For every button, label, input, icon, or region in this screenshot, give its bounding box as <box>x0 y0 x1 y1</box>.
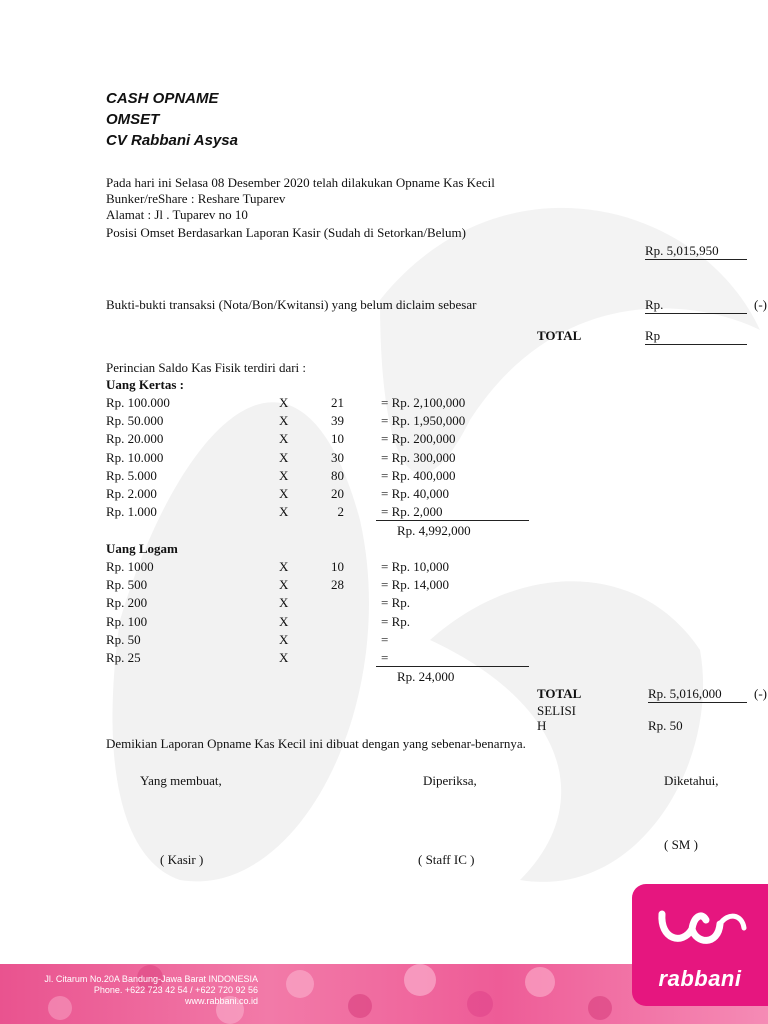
logam-row-multiply-sign: X <box>279 559 289 574</box>
selisih-label-2: H <box>537 718 547 733</box>
kertas-subtotal-line <box>376 520 529 521</box>
kertas-row-quantity: 10 <box>331 431 344 447</box>
footer-contact <box>8 974 258 1007</box>
kertas-row-result: = Rp. 2,100,000 <box>381 395 466 410</box>
kertas-row-multiply-sign: X <box>279 467 289 483</box>
bukti-label: Bukti-bukti transaksi (Nota/Bon/Kwitansi) yang belum diclaim sebesar <box>106 297 477 312</box>
logam-row-multiply-sign: X <box>279 613 289 629</box>
logam-row-result: = Rp. <box>381 613 411 629</box>
logam-row-result: = Rp. <box>381 595 411 611</box>
logam-row-multiply-sign: X <box>279 577 289 593</box>
logam-row-quantity: 28 <box>331 577 344 593</box>
signature-2-name: ( Staff IC ) <box>418 852 475 867</box>
intro-line-4: Posisi Omset Berdasarkan Laporan Kasir (Sudah di Setorkan/Belum) <box>106 225 466 240</box>
logam-row-denomination: Rp. 200 <box>106 595 148 611</box>
company-name: CV Rabbani Asysa <box>106 132 238 149</box>
selisih-value: Rp. 50 <box>648 718 683 733</box>
logam-row-result: = Rp. 14,000 <box>381 577 450 593</box>
logam-row-denomination: Rp. 1000 <box>106 559 154 574</box>
kertas-row-multiply-sign: X <box>279 486 289 501</box>
footer-phone: Phone. +622 723 42 54 / +622 720 92 56 <box>93 985 258 995</box>
uang-kertas-title: Uang Kertas : <box>106 377 184 392</box>
kertas-row-quantity: 30 <box>331 449 344 465</box>
signature-1-label: Yang membuat, <box>140 773 222 788</box>
kertas-row-quantity: 21 <box>331 395 344 410</box>
kertas-row-denomination: Rp. 20.000 <box>106 431 164 447</box>
kertas-row-multiply-sign: X <box>279 504 289 520</box>
logam-row-result: = Rp. 10,000 <box>381 559 450 574</box>
logam-row-denomination: Rp. 25 <box>106 650 141 665</box>
kertas-row-multiply-sign: X <box>279 413 289 429</box>
kertas-row-result: = Rp. 400,000 <box>381 467 456 483</box>
logam-subtotal: Rp. 24,000 <box>397 669 455 684</box>
closing-statement: Demikian Laporan Opname Kas Kecil ini dibuat dengan yang sebenar-benarnya. <box>106 736 526 751</box>
logam-row-quantity: 10 <box>331 559 344 574</box>
rabbani-logo-text: rabbani <box>658 966 742 991</box>
kertas-row-denomination: Rp. 10.000 <box>106 449 164 465</box>
signature-2-label: Diperiksa, <box>423 773 477 788</box>
rincian-title: Perincian Saldo Kas Fisik terdiri dari : <box>106 360 307 375</box>
logam-row-result: = <box>381 650 389 665</box>
bukti-value: Rp. <box>645 297 747 314</box>
total-1-value: Rp <box>645 328 747 345</box>
intro-line-1: Pada hari ini Selasa 08 Desember 2020 telah dilakukan Opname Kas Kecil <box>106 175 495 190</box>
kertas-row-denomination: Rp. 1.000 <box>106 504 157 520</box>
kertas-row-quantity: 20 <box>331 486 344 501</box>
kertas-row-multiply-sign: X <box>279 395 289 410</box>
footer-web: www.rabbani.co.id <box>184 996 258 1006</box>
uang-logam-title: Uang Logam <box>106 541 178 556</box>
kertas-row-quantity: 2 <box>337 504 344 520</box>
signature-1-name: ( Kasir ) <box>160 852 204 867</box>
kertas-row-denomination: Rp. 50.000 <box>106 413 164 429</box>
rabbani-logo-icon <box>632 884 768 964</box>
total-2-sign: (-) <box>754 686 767 701</box>
total-2-label: TOTAL <box>537 686 582 701</box>
total-1-label: TOTAL <box>537 328 582 343</box>
selisih-label-1: SELISI <box>537 703 576 718</box>
intro-line-2: Bunker/reShare : Reshare Tuparev <box>106 191 286 206</box>
kertas-row-result: = Rp. 1,950,000 <box>381 413 466 429</box>
logam-row-result: = <box>381 631 389 647</box>
logam-row-denomination: Rp. 500 <box>106 577 148 593</box>
kertas-row-result: = Rp. 300,000 <box>381 449 456 465</box>
signature-3-name: ( SM ) <box>664 837 698 852</box>
title-cash-opname: CASH OPNAME <box>106 90 219 107</box>
omset-value: Rp. 5,015,950 <box>645 243 747 260</box>
logam-subtotal-line <box>376 666 529 667</box>
logam-row-denomination: Rp. 50 <box>106 631 141 647</box>
footer-address: Jl. Citarum No.20A Bandung-Jawa Barat INDONESIA <box>44 974 258 984</box>
total-2-value: Rp. 5,016,000 <box>648 686 747 703</box>
kertas-row-quantity: 39 <box>331 413 344 429</box>
signature-3-label: Diketahui, <box>664 773 719 788</box>
kertas-row-denomination: Rp. 100.000 <box>106 395 170 410</box>
kertas-row-quantity: 80 <box>331 467 344 483</box>
kertas-row-multiply-sign: X <box>279 449 289 465</box>
logam-row-multiply-sign: X <box>279 650 289 665</box>
logam-row-multiply-sign: X <box>279 595 289 611</box>
kertas-subtotal: Rp. 4,992,000 <box>397 523 471 538</box>
kertas-row-result: = Rp. 200,000 <box>381 431 456 447</box>
kertas-row-denomination: Rp. 2.000 <box>106 486 157 501</box>
intro-line-3: Alamat : Jl . Tuparev no 10 <box>106 207 248 222</box>
kertas-row-result: = Rp. 2,000 <box>381 504 443 520</box>
logam-row-multiply-sign: X <box>279 631 289 647</box>
title-omset: OMSET <box>106 111 160 128</box>
kertas-row-denomination: Rp. 5.000 <box>106 467 157 483</box>
kertas-row-multiply-sign: X <box>279 431 289 447</box>
logam-row-denomination: Rp. 100 <box>106 613 148 629</box>
bukti-sign: (-) <box>754 297 767 312</box>
kertas-row-result: = Rp. 40,000 <box>381 486 450 501</box>
